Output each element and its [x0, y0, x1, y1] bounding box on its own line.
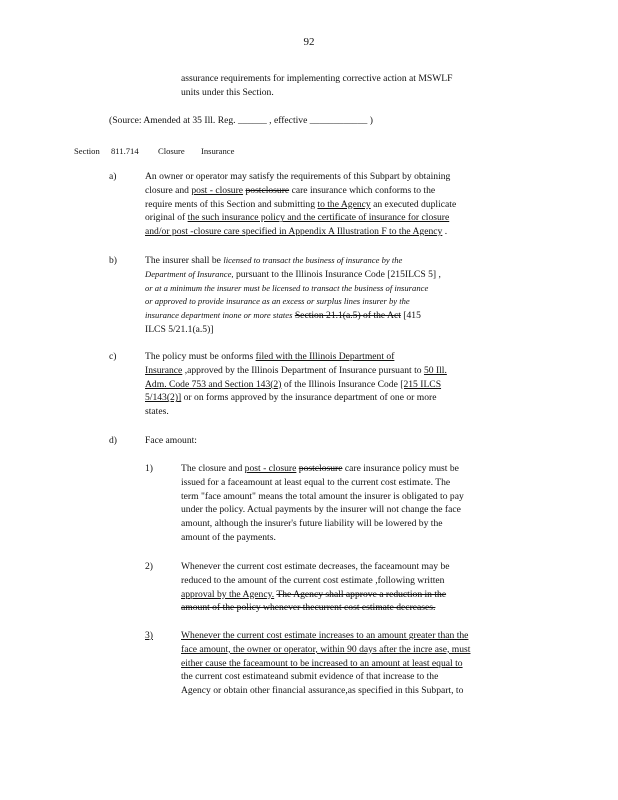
- paragraph-b-line-5-run-4: [415: [400, 310, 421, 322]
- section-title-word-2: Insurance: [201, 146, 235, 156]
- item-1-number: 1): [145, 463, 153, 474]
- item-1-line-2-run-1: issued for a faceamount at least equal to the current cost estimate. The: [181, 476, 451, 488]
- item-2-line-3-run-1: approval by the Agency.: [181, 588, 275, 600]
- paragraph-a-line-2-run-1: closure and: [145, 184, 192, 196]
- paragraph-b-line-5-run-3: Section 21.1(a.5) of the Act: [294, 310, 401, 322]
- paragraph-a-line-4-run-1: original of: [145, 212, 188, 224]
- item-2-line-3-run-3: The Agency shall approve a reduction in the: [276, 588, 447, 600]
- intro-line-2: units under this Section.: [181, 87, 274, 98]
- item-3-line-2-run-1: face amount, the owner or operator, within 90 days after the incre ase, must: [181, 643, 471, 655]
- paragraph-c-line-4-run-1: 5/143(2)]: [145, 392, 182, 404]
- paragraph-a-line-2: [145, 184, 435, 198]
- item-2-line-2: [181, 574, 444, 588]
- item-2-number: 2): [145, 561, 153, 572]
- paragraph-a-line-1: [145, 170, 450, 184]
- paragraph-b-line-2-run-1: Department of Insurance,: [145, 268, 234, 279]
- paragraph-b-line-4: [145, 295, 410, 309]
- paragraph-c-line-2-run-1: Insurance: [145, 364, 183, 376]
- item-3-line-5-run-1: Agency or obtain other financial assurance,as specified in this Subpart, to: [181, 685, 464, 697]
- item-3-line-2: [181, 643, 470, 657]
- item-3-line-4: [181, 670, 438, 684]
- item-1-line-1-run-1: The closure and: [181, 463, 245, 474]
- paragraph-c-line-2-run-2: ,approved by the Illinois Department of Insurance pursuant to: [182, 364, 424, 376]
- paragraph-b-line-5-run-1: insurance department inone or more states: [145, 310, 293, 321]
- intro-line-1: assurance requirements for implementing corrective action at MSWLF: [181, 73, 453, 84]
- paragraph-c-line-2: [145, 364, 447, 378]
- item-3-line-3-run-1: either cause the faceamount to be increased to an amount at least equal to: [181, 657, 463, 669]
- item-1-line-3-run-1: term "face amount" means the total amount the insurer is obligated to pay: [181, 490, 464, 502]
- paragraph-a-line-3: [145, 198, 456, 212]
- item-1-line-6: [181, 531, 276, 545]
- paragraph-b-line-4-run-1: or approved to provide insurance as an excess or surplus lines insurer by the: [145, 296, 410, 307]
- paragraph-a-line-4-run-2: the such insurance policy and the certificate of insurance for closure: [187, 212, 450, 224]
- source-blank-reg: ______: [237, 115, 267, 126]
- item-3-line-5: [181, 684, 463, 698]
- paragraph-c-line-4: [145, 391, 436, 405]
- item-1-line-1-run-4: postclosure: [298, 463, 343, 474]
- paragraph-a-line-1-run-1: An owner or operator may satisfy the requirements of this Subpart by obtaining: [145, 171, 451, 182]
- item-1-line-2: [181, 476, 450, 490]
- paragraph-b-line-1: [145, 254, 402, 268]
- item-1-line-3: [181, 490, 464, 504]
- paragraph-b-line-5: [145, 309, 421, 323]
- paragraph-b-line-2: [145, 268, 441, 282]
- paragraph-b-line-2-run-2: pursuant to the Illinois Insurance Code [215ILCS 5] ,: [233, 268, 441, 280]
- paragraph-d-letter: d): [109, 435, 117, 446]
- paragraph-c-line-5: [145, 405, 169, 419]
- item-2-line-3: [181, 588, 446, 602]
- paragraph-b-line-6: [145, 323, 213, 337]
- paragraph-c-line-1: [145, 350, 394, 364]
- paragraph-b-letter: b): [109, 255, 117, 266]
- item-2-line-1-run-1: Whenever the current cost estimate decreases, the faceamount may be: [181, 561, 450, 572]
- paragraph-b-line-3: [145, 282, 428, 296]
- item-1-line-4: [181, 503, 461, 517]
- paragraph-a-line-2-run-4: postclosure: [245, 184, 290, 196]
- item-1-line-4-run-1: under the policy. Actual payments by the insurer will not change the face: [181, 504, 461, 516]
- paragraph-c-line-5-run-1: states.: [145, 406, 169, 418]
- item-2-line-4-run-1: amount of the policy whenever thecurrent cost estimate decreases.: [181, 602, 436, 614]
- paragraph-a-letter: a): [109, 171, 117, 182]
- paragraph-b-line-1-run-1: The insurer shall be: [145, 255, 224, 266]
- paragraph-a-line-2-run-2: post - closure: [191, 184, 244, 196]
- paragraph-a-line-5-run-1: and/or post -closure care specified in Appendix A Illustration F to the Agency: [145, 226, 443, 238]
- item-2-line-1: [181, 560, 450, 574]
- paragraph-c-line-1-run-1: The policy must be onforms: [145, 351, 256, 362]
- paragraph-c-line-4-run-2: or on forms approved by the insurance department of one or more: [181, 392, 437, 404]
- source-prefix: (Source: Amended at 35 Ill. Reg.: [109, 115, 236, 126]
- paragraph-a-line-5: [145, 225, 447, 239]
- section-number: 811.714: [111, 146, 139, 156]
- paragraph-a-line-4: [145, 211, 449, 225]
- item-2-line-2-run-1: reduced to the amount of the current cost estimate ,following written: [181, 574, 445, 586]
- item-2-line-4: [181, 601, 435, 615]
- source-mid: , effective: [269, 115, 308, 126]
- item-3-line-3: [181, 657, 463, 671]
- source-blank-effective: ____________: [309, 115, 368, 126]
- paragraph-a-line-2-run-5: care insurance which conforms to the: [289, 184, 436, 196]
- item-3-number: 3): [145, 630, 153, 641]
- item-1-line-1: [181, 462, 459, 476]
- item-3-line-4-run-1: the current cost estimateand submit evidence of that increase to the: [181, 671, 439, 683]
- paragraph-c-letter: c): [109, 351, 117, 362]
- paragraph-b-line-1-run-2: licensed to transact the business of insurance by the: [223, 255, 403, 265]
- section-title-word-1: Closure: [158, 146, 185, 156]
- paragraph-b-line-6-run-1: ILCS 5/21.1(a.5)]: [145, 324, 214, 335]
- item-1-line-1-run-5: care insurance policy must be: [342, 463, 459, 474]
- page-number: 92: [303, 36, 315, 48]
- section-label: Section: [74, 146, 100, 156]
- paragraph-c-line-3-run-2: of the Illinois Insurance Code: [281, 378, 401, 390]
- paragraph-c-line-3-run-1: Adm. Code 753 and Section 143(2): [145, 378, 282, 390]
- paragraph-a-line-3-run-2: to the Agency: [317, 198, 371, 210]
- paragraph-a-line-5-run-2: .: [442, 226, 448, 238]
- source-note: [109, 114, 373, 128]
- item-1-line-1-run-2: post - closure: [244, 463, 297, 474]
- paragraph-b-line-3-run-1: or at a minimum the insurer must be licensed to transact the business of insurance: [145, 282, 429, 293]
- paragraph-c-line-1-run-2: filed with the Illinois Department of: [255, 351, 395, 362]
- item-1-line-5-run-1: amount, although the insurer's future liability will be lowered by the: [181, 518, 443, 530]
- paragraph-c-line-2-run-3: 50 Ill.: [423, 364, 447, 376]
- item-1-line-5: [181, 517, 443, 531]
- paragraph-a-line-3-run-1: require ments of this Section and submitting: [145, 198, 318, 210]
- item-3-line-1-run-1: Whenever the current cost estimate increases to an amount greater than the: [181, 630, 469, 641]
- item-1-line-6-run-1: amount of the payments.: [181, 532, 276, 543]
- source-end: ): [369, 115, 373, 126]
- paragraph-c-line-3: [145, 378, 441, 392]
- paragraph-d-heading: Face amount:: [145, 435, 197, 446]
- paragraph-c-line-3-run-3: [215 ILCS: [400, 378, 442, 390]
- paragraph-a-line-3-run-3: an executed duplicate: [370, 198, 457, 210]
- item-3-line-1: [181, 629, 468, 643]
